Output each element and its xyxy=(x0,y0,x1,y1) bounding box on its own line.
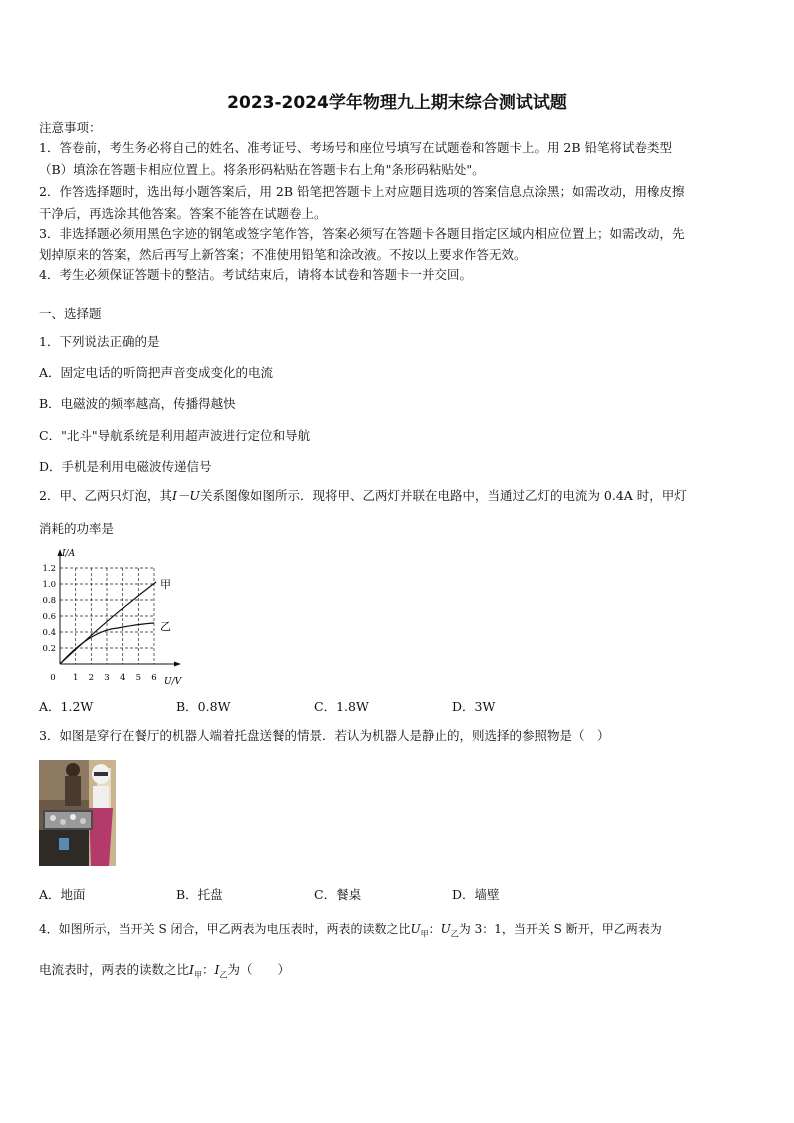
x-ticks xyxy=(50,673,156,683)
q2-option-c: C．1.8W xyxy=(314,699,369,714)
iu-graph xyxy=(36,546,196,686)
q3-option-b: B．托盘 xyxy=(176,887,223,902)
q2-stem-pre: 2．甲、乙两只灯泡，其 xyxy=(39,488,172,503)
q3-option-a: A．地面 xyxy=(39,887,86,902)
x-tick-4: 4 xyxy=(119,673,126,683)
q4-sep-1: ： xyxy=(428,922,441,936)
q4-u-jia-sub: 甲 xyxy=(420,929,429,939)
x-axis-arrow xyxy=(174,662,181,667)
q4-line2-post: 为（ ） xyxy=(227,962,290,977)
q4-line1-pre: 4．如图所示，当开关 S 闭合，甲乙两表为电压表时，两表的读数之比 xyxy=(39,922,411,936)
q4-i-yi-sub: 乙 xyxy=(219,970,228,980)
section-heading: 一、选择题 xyxy=(39,306,102,321)
x-tick-2: 2 xyxy=(88,673,95,683)
q2-option-b: B．0.8W xyxy=(176,699,231,714)
q4-i-jia-sub: 甲 xyxy=(193,970,202,980)
x-tick-1: 1 xyxy=(72,673,79,683)
q4-i-yi: I xyxy=(214,962,220,977)
curve-jia xyxy=(60,582,156,664)
q1-option-a: A．固定电话的听筒把声音变成变化的电流 xyxy=(39,365,274,380)
q1-option-c: C．"北斗"导航系统是利用超声波进行定位和导航 xyxy=(39,428,311,443)
x-tick-3: 3 xyxy=(104,673,110,683)
notice-line-4: 干净后，再选涂其他答案。答案不能答在试题卷上。 xyxy=(39,206,327,221)
robot-photo-illustration xyxy=(39,760,116,866)
q4-line1-post: 为 3：1，当开关 S 断开，甲乙两表为 xyxy=(458,922,662,936)
q2-stem-line2: 消耗的功率是 xyxy=(39,521,115,536)
notice-line-1: 1．答卷前，考生务必将自己的姓名、准考证号、考场号和座位号填写在试题卷和答题卡上。用 2B 铅笔将试卷类型 xyxy=(39,140,673,155)
notice-line-7: 4．考生必须保证答题卡的整洁。考试结束后，请将本试卷和答题卡一并交回。 xyxy=(39,267,472,282)
q1-stem: 1．下列说法正确的是 xyxy=(39,334,160,349)
x-axis-label: U/V xyxy=(164,677,182,686)
notice-heading: 注意事项： xyxy=(39,120,102,135)
y-tick-1: 1.2 xyxy=(42,564,56,574)
notice-line-6: 划掉原来的答案，然后再写上新答案；不准使用铅笔和涂改液。不按以上要求作答无效。 xyxy=(39,247,527,262)
notice-line-3: 2．作答选择题时，选出每小题答案后，用 2B 铅笔把答题卡上对应题目选项的答案信息点涂黑；如需改动，用橡皮擦 xyxy=(39,184,685,199)
q2-option-d: D．3W xyxy=(452,699,496,714)
q3-option-d: D．墙壁 xyxy=(452,887,500,902)
x-tick-6: 6 xyxy=(151,673,157,683)
curve-yi-label: 乙 xyxy=(160,620,171,633)
y-ticks xyxy=(42,564,56,654)
y-tick-6: 0.2 xyxy=(42,644,56,654)
q4-i-jia: I xyxy=(189,962,194,977)
q3-option-c: C．餐桌 xyxy=(314,887,362,902)
q1-option-b: B．电磁波的频率越高，传播得越快 xyxy=(39,396,236,411)
q1-option-d: D．手机是利用电磁波传递信号 xyxy=(39,459,212,474)
q4-sep-2: ： xyxy=(201,962,215,977)
q4-u-yi: U xyxy=(440,922,451,936)
q2-stem-post: 关系图像如图所示．现将甲、乙两灯并联在电路中，当通过乙灯的电流为 0.4A 时，甲灯 xyxy=(199,488,687,503)
notice-line-2: （B）填涂在答题卡相应位置上。将条形码粘贴在答题卡右上角"条形码粘贴处"。 xyxy=(39,162,485,177)
curve-jia-label: 甲 xyxy=(160,578,171,591)
x-tick-5: 5 xyxy=(135,673,142,683)
y-tick-2: 1.0 xyxy=(42,580,56,590)
q4-u-yi-sub: 乙 xyxy=(450,929,459,939)
q2-option-a: A．1.2W xyxy=(39,699,94,714)
q3-stem: 3．如图是穿行在餐厅的机器人端着托盘送餐的情景．若认为机器人是静止的，则选择的参照物是（ ） xyxy=(39,728,610,743)
notice-line-5: 3．非选择题必须用黑色字迹的钢笔或签字笔作答，答案必须写在答题卡各题目指定区域内相应位置上；如需改动，先 xyxy=(39,226,685,241)
q2-stem-var: I－U xyxy=(171,488,200,503)
q4-line-2 xyxy=(39,962,290,984)
y-tick-4: 0.6 xyxy=(42,612,56,622)
x-tick-0: 0 xyxy=(50,673,56,683)
q2-stem xyxy=(39,488,687,504)
robot-waiter-photo xyxy=(39,760,116,866)
q4-line-1 xyxy=(39,921,662,942)
y-axis-label: I/A xyxy=(62,549,76,559)
y-tick-3: 0.8 xyxy=(42,596,56,606)
q4-line2-pre: 电流表时，两表的读数之比 xyxy=(39,962,190,977)
page-title: 2023-2024学年物理九上期末综合测试试题 xyxy=(227,93,567,113)
q4-u-jia: U xyxy=(410,922,421,936)
y-tick-5: 0.4 xyxy=(42,628,56,638)
